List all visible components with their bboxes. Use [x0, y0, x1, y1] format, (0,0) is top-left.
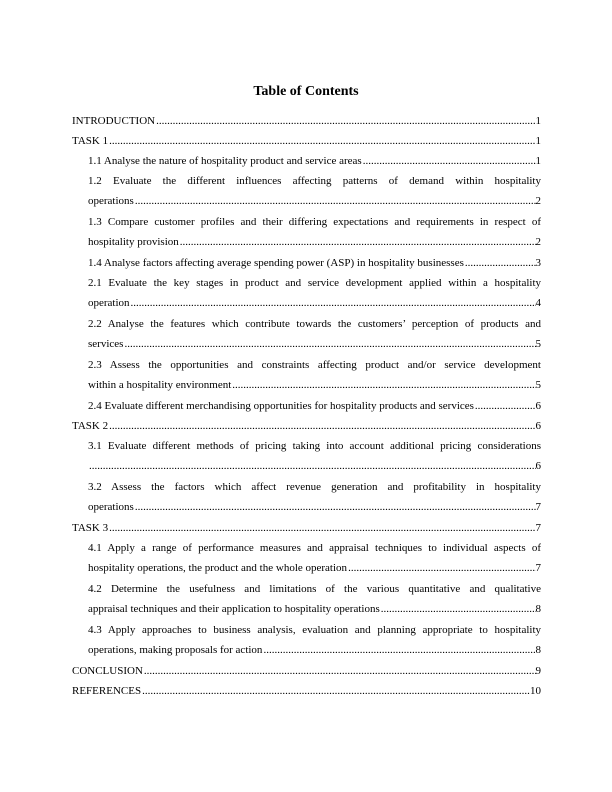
dot-leader [362, 151, 536, 171]
toc-subsection-entry[interactable] [88, 538, 541, 579]
toc-subsection-entry[interactable] [88, 620, 541, 661]
table-of-contents [72, 111, 541, 701]
toc-section-entry[interactable] [72, 661, 541, 681]
toc-subsection-entry[interactable] [88, 273, 541, 314]
toc-subsection-entry[interactable] [88, 151, 541, 171]
toc-entry-text: 4.1 Apply a range of performance measures and appraisal techniques to individual aspects of [88, 542, 541, 554]
dot-leader [130, 293, 536, 313]
dot-leader [464, 253, 536, 273]
toc-subsection-entry[interactable] [88, 355, 541, 396]
toc-entry-text: operation [88, 297, 130, 309]
toc-subsection-entry[interactable] [88, 253, 541, 273]
toc-entry-text: CONCLUSION [72, 665, 143, 677]
toc-section-entry[interactable] [72, 518, 541, 538]
toc-section-entry[interactable] [72, 111, 541, 131]
toc-page-number: 8 [535, 644, 541, 656]
dot-leader [134, 191, 536, 211]
toc-page-number: 7 [535, 501, 541, 513]
toc-subsection-entry[interactable] [88, 436, 541, 477]
toc-entry-text: operations [88, 195, 134, 207]
toc-entry-text: TASK 1 [72, 135, 109, 147]
toc-subsection-entry[interactable] [88, 396, 541, 416]
toc-page-number: 6 [535, 400, 541, 412]
dot-leader [108, 518, 535, 538]
toc-page-number: 1 [535, 115, 541, 127]
toc-page-number: 10 [530, 685, 541, 697]
toc-page-number: 2 [535, 195, 541, 207]
toc-entry-text: TASK 2 [72, 420, 109, 432]
toc-subsection-entry[interactable] [88, 171, 541, 212]
toc-entry-text: 3.1 Evaluate different methods of pricing taking into account additional pricing considerations [88, 440, 541, 452]
toc-page-number: 3 [535, 257, 541, 269]
toc-entry-text: services [88, 338, 124, 350]
toc-entry-text: 1.1 Analyse the nature of hospitality product and service areas [88, 155, 362, 167]
toc-entry-text: within a hospitality environment [88, 379, 232, 391]
dot-leader [231, 375, 535, 395]
toc-entry-text: hospitality operations, the product and the whole operation [88, 562, 348, 574]
toc-subsection-entry[interactable] [88, 477, 541, 518]
toc-entry-text: TASK 3 [72, 522, 109, 534]
dot-leader [262, 640, 535, 660]
toc-entry-text: appraisal techniques and their application to hospitality operations [88, 603, 380, 615]
toc-title: Table of Contents [253, 84, 359, 99]
dot-leader [380, 599, 536, 619]
dot-leader [474, 396, 536, 416]
toc-page-number: 7 [535, 522, 541, 534]
dot-leader [155, 111, 535, 131]
dot-leader [88, 456, 536, 476]
toc-section-entry[interactable] [72, 416, 541, 436]
dot-leader [123, 334, 535, 354]
toc-page-number: 4 [535, 297, 541, 309]
toc-entry-text: hospitality provision [88, 236, 179, 248]
toc-page-number: 8 [535, 603, 541, 615]
toc-entry-text: 2.2 Analyse the features which contribute towards the customers’ perception of products and [88, 318, 541, 330]
toc-entry-text: 1.4 Analyse factors affecting average spending power (ASP) in hospitality businesses [88, 257, 464, 269]
dot-leader [134, 497, 536, 517]
toc-subsection-entry[interactable] [88, 579, 541, 620]
toc-subsection-entry[interactable] [88, 212, 541, 253]
dot-leader [347, 558, 535, 578]
toc-entry-text: operations, making proposals for action [88, 644, 263, 656]
toc-entry-text: REFERENCES [72, 685, 142, 697]
toc-page-number: 5 [535, 338, 541, 350]
toc-entry-text: 2.4 Evaluate different merchandising opportunities for hospitality products and services [88, 400, 474, 412]
toc-page-number: 6 [535, 420, 541, 432]
toc-page-number: 5 [535, 379, 541, 391]
toc-entry-text: 4.2 Determine the usefulness and limitations of the various quantitative and qualitative [88, 583, 541, 595]
toc-entry-text: 1.3 Compare customer profiles and their differing expectations and requirements in respect of [88, 216, 541, 228]
toc-page-number: 9 [535, 665, 541, 677]
toc-section-entry[interactable] [72, 131, 541, 151]
toc-section-entry[interactable] [72, 681, 541, 701]
toc-entry-text: 4.3 Apply approaches to business analysis, evaluation and planning appropriate to hospitality [88, 624, 541, 636]
toc-entry-text: 2.1 Evaluate the key stages in product and service development applied within a hospitality [88, 277, 541, 289]
dot-leader [108, 131, 535, 151]
toc-page-number: 1 [535, 135, 541, 147]
toc-page-number: 1 [535, 155, 541, 167]
dot-leader [143, 661, 536, 681]
dot-leader [179, 232, 536, 252]
toc-page-number: 6 [535, 460, 541, 472]
toc-subsection-entry[interactable] [88, 314, 541, 355]
toc-page-number: 2 [535, 236, 541, 248]
toc-entry-text: INTRODUCTION [72, 115, 156, 127]
toc-entry-text: 1.2 Evaluate the different influences affecting patterns of demand within hospitality [88, 175, 541, 187]
dot-leader [141, 681, 530, 701]
toc-page-number: 7 [535, 562, 541, 574]
toc-entry-text: 2.3 Assess the opportunities and constraints affecting product and/or service development [88, 359, 541, 371]
toc-entry-text: 3.2 Assess the factors which affect revenue generation and profitability in hospitality [88, 481, 541, 493]
toc-entry-text: operations [88, 501, 134, 513]
dot-leader [108, 416, 535, 436]
